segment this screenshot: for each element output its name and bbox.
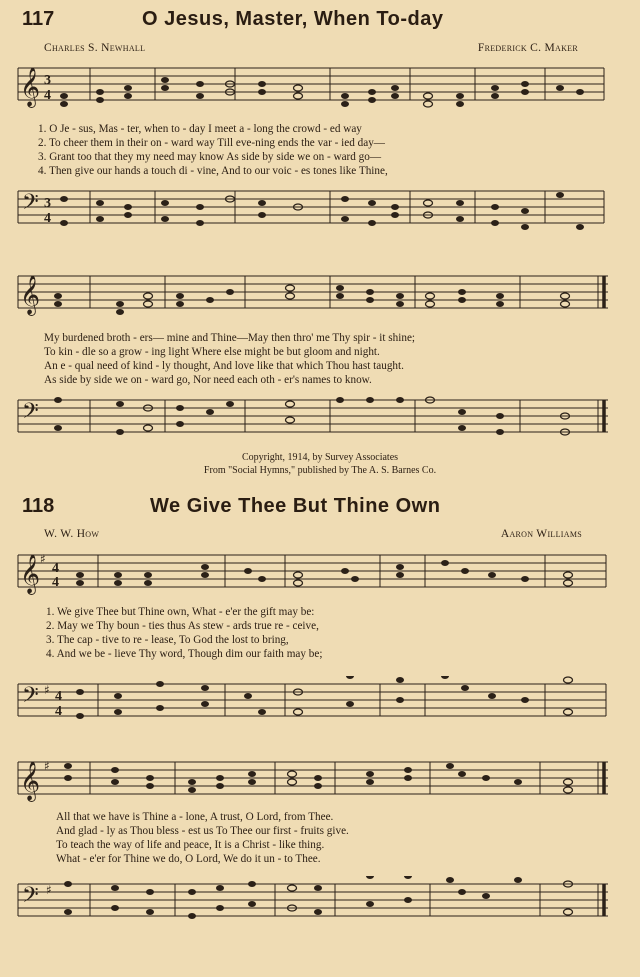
source-notice: From "Social Hymns," published by The A. S. Barnes Co. xyxy=(203,465,437,476)
hymn-title: We Give Thee But Thine Own xyxy=(150,495,441,517)
copyright-notice: Copyright, 1914, by Survey Associates xyxy=(241,452,399,463)
verse-lyrics xyxy=(44,331,415,387)
bass-staff xyxy=(0,392,640,452)
svg-text:𝄞: 𝄞 xyxy=(20,67,41,107)
verse-line: 1. O Je - sus, Mas - ter, when to - day I meet a - long the crowd - ed way xyxy=(38,123,362,135)
svg-text:𝄢: 𝄢 xyxy=(22,883,39,913)
svg-text:♯: ♯ xyxy=(40,552,46,566)
bass-staff xyxy=(0,876,640,936)
verse-line: As side by side we on - ward go, Nor need each oth - er's names to know. xyxy=(44,374,372,386)
verse-line: 2. To cheer them in their on - ward way Till eve-ning ends the var - ied day— xyxy=(38,137,385,149)
bass-staff xyxy=(0,676,640,736)
hymn-author: Charles S. Newhall xyxy=(44,42,146,54)
svg-text:4: 4 xyxy=(44,88,51,103)
svg-text:♯: ♯ xyxy=(44,759,50,773)
treble-staff xyxy=(0,752,640,812)
svg-text:♯: ♯ xyxy=(44,683,50,697)
svg-text:4: 4 xyxy=(44,211,51,226)
svg-text:4: 4 xyxy=(55,689,62,704)
svg-text:𝄞: 𝄞 xyxy=(20,761,41,801)
treble-staff xyxy=(0,60,640,120)
hymn-composer: Frederick C. Maker xyxy=(477,42,578,54)
hymn-composer: Aaron Williams xyxy=(500,528,582,540)
verse-lyrics xyxy=(46,605,322,661)
hymn-author: W. W. How xyxy=(44,528,100,540)
svg-text:♯: ♯ xyxy=(46,883,52,897)
verse-lyrics xyxy=(56,810,349,866)
verse-line: 4. And we be - lieve Thy word, Though dim our faith may be; xyxy=(46,648,323,660)
verse-line: To kin - dle so a grow - ing light Where else might be but gloom and night. xyxy=(44,346,380,358)
svg-text:𝄢: 𝄢 xyxy=(22,683,39,713)
svg-text:𝄞: 𝄞 xyxy=(20,554,41,594)
verse-line: 3. Grant too that they my need may know As side by side we on - ward go— xyxy=(38,151,382,163)
svg-text:4: 4 xyxy=(55,704,62,719)
treble-staff xyxy=(0,268,640,328)
verse-line: 4. Then give our hands a touch di - vine, And to our voic - es tones like Thine, xyxy=(38,165,388,177)
verse-line: My burdened broth - ers— mine and Thine—May then thro' me Thy spir - it shine; xyxy=(44,332,416,344)
hymn-number: 117 xyxy=(22,8,55,30)
hymn-number: 118 xyxy=(22,495,55,517)
verse-line: 2. May we Thy boun - ties thus As stew - ards true re - ceive, xyxy=(46,620,319,632)
svg-text:4: 4 xyxy=(52,575,59,590)
verse-line: And glad - ly as Thou bless - est us To Thee our first - fruits give. xyxy=(56,825,349,837)
svg-text:3: 3 xyxy=(44,196,51,211)
treble-staff xyxy=(0,545,640,605)
svg-text:𝄢: 𝄢 xyxy=(22,399,39,429)
hymn-title: O Jesus, Master, When To-day xyxy=(142,8,444,30)
svg-text:4: 4 xyxy=(52,561,59,576)
svg-text:3: 3 xyxy=(44,73,51,88)
svg-text:𝄢: 𝄢 xyxy=(22,190,39,220)
bass-staff xyxy=(0,183,640,243)
verse-line: 3. The cap - tive to re - lease, To God the lost to bring, xyxy=(46,634,289,646)
verse-line: 1. We give Thee but Thine own, What - e'er the gift may be: xyxy=(46,606,315,618)
verse-line: To teach the way of life and peace, It is a Christ - like thing. xyxy=(56,839,325,851)
verse-line: What - e'er for Thine we do, O Lord, We do it un - to Thee. xyxy=(56,853,321,865)
verse-line: An e - qual need of kind - ly thought, And love like that which Thou hast taught. xyxy=(44,360,404,372)
svg-text:𝄞: 𝄞 xyxy=(20,275,41,315)
verse-line: All that we have is Thine a - lone, A trust, O Lord, from Thee. xyxy=(56,811,334,823)
verse-lyrics xyxy=(38,122,388,178)
